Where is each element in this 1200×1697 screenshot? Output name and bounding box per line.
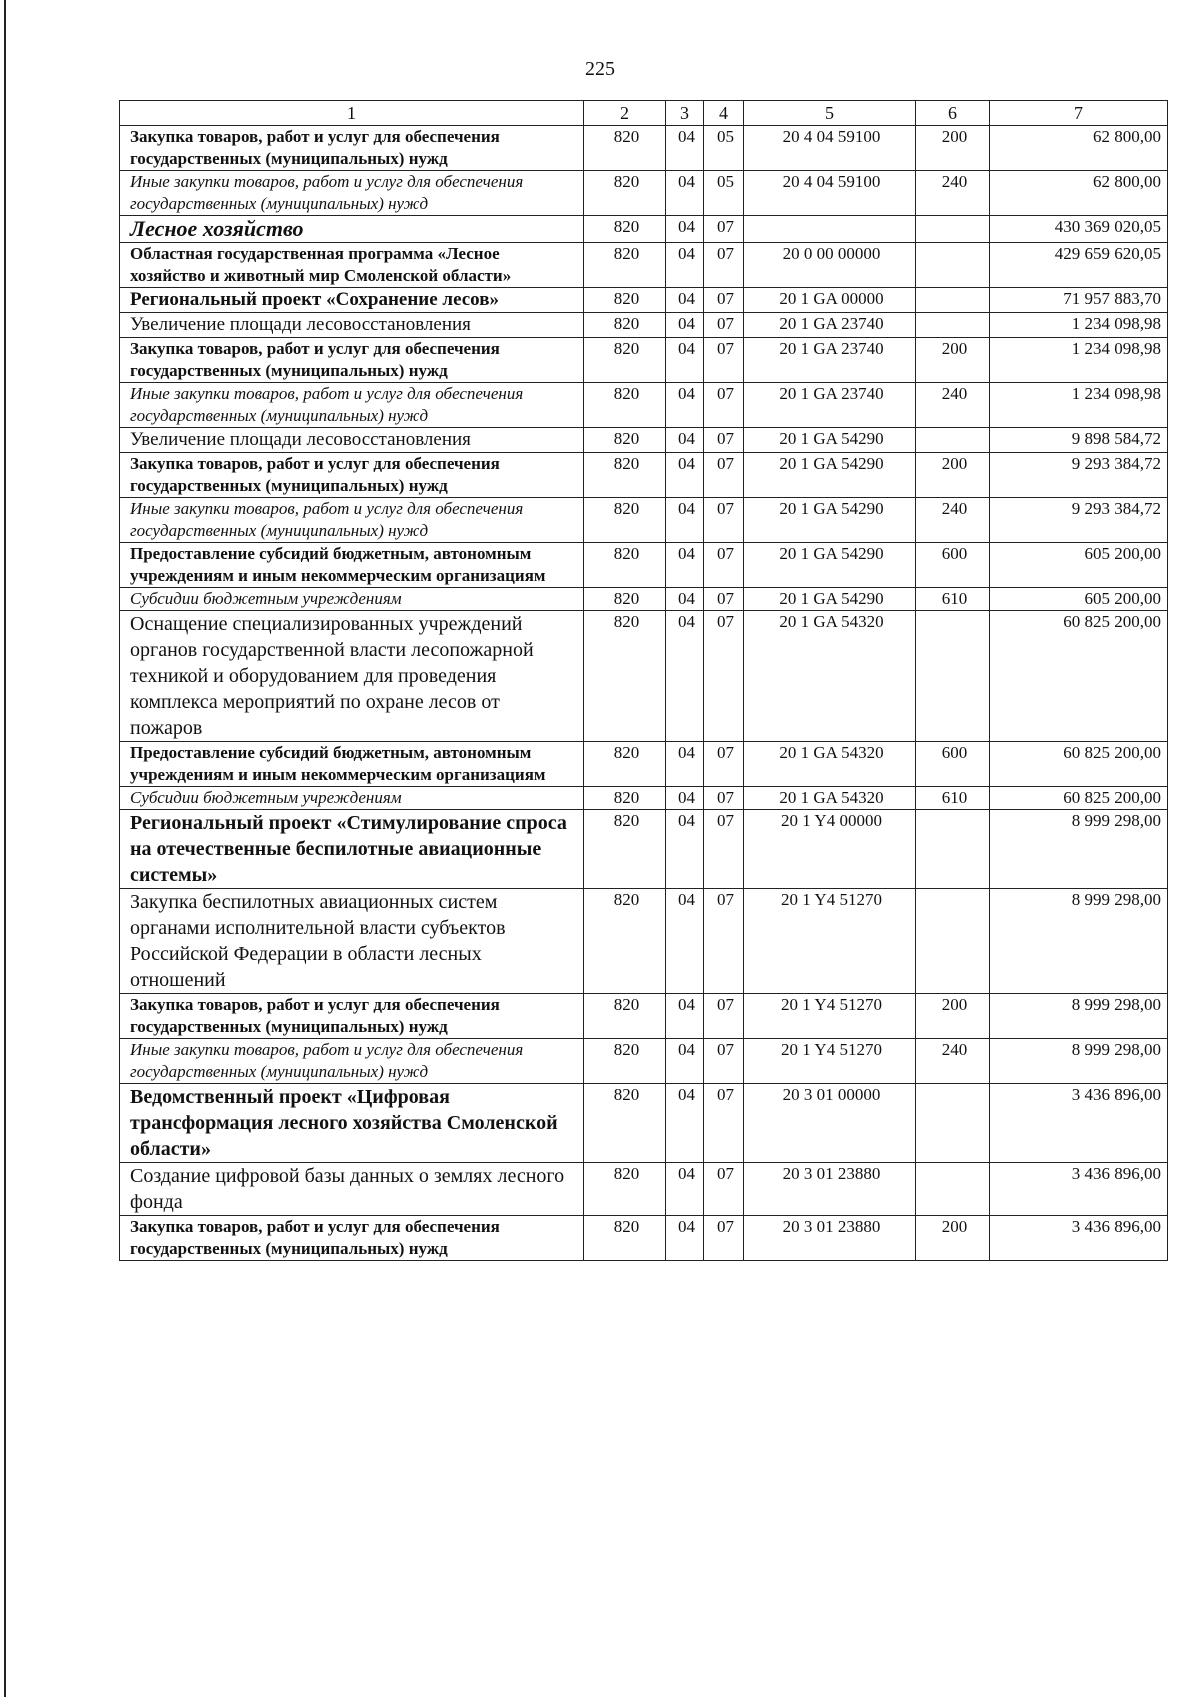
target-article-cell [744,216,916,243]
row-name-cell: Закупка товаров, работ и услуг для обеспечения государственных (муниципальных) нужд [120,994,584,1039]
page-number: 225 [585,58,615,80]
table-row [120,453,1168,498]
subsection-code-cell: 07 [704,338,744,383]
table-row [120,171,1168,216]
subsection-code-cell: 05 [704,126,744,171]
section-code-cell: 04 [666,1039,704,1084]
amount-cell: 62 800,00 [990,171,1168,216]
column-header: 1 [120,101,584,126]
subsection-code-cell: 07 [704,1216,744,1261]
amount-cell: 1 234 098,98 [990,338,1168,383]
expense-type-cell: 240 [916,1039,990,1084]
amount-cell: 60 825 200,00 [990,611,1168,742]
subsection-code-cell: 07 [704,453,744,498]
row-name-cell: Создание цифровой базы данных о землях лесного фонда [120,1163,584,1216]
row-name-cell: Оснащение специализированных учреждений органов государственной власти лесопожарной техникой и оборудованием для проведения комплекса мероприятий по охране лесов от пожаров [120,611,584,742]
ministry-code-cell: 820 [584,1084,666,1163]
target-article-cell: 20 1 GA 23740 [744,313,916,338]
ministry-code-cell: 820 [584,338,666,383]
expense-type-cell [916,288,990,313]
table-row [120,611,1168,742]
column-header: 2 [584,101,666,126]
ministry-code-cell: 820 [584,787,666,810]
expense-type-cell: 240 [916,498,990,543]
row-name-cell: Областная государственная программа «Лесное хозяйство и животный мир Смоленской области» [120,243,584,288]
amount-cell: 3 436 896,00 [990,1216,1168,1261]
ministry-code-cell: 820 [584,588,666,611]
target-article-cell: 20 1 GA 54290 [744,453,916,498]
subsection-code-cell: 07 [704,543,744,588]
amount-cell: 3 436 896,00 [990,1084,1168,1163]
ministry-code-cell: 820 [584,1163,666,1216]
amount-cell: 605 200,00 [990,588,1168,611]
amount-cell: 9 293 384,72 [990,453,1168,498]
target-article-cell: 20 1 Y4 51270 [744,994,916,1039]
ministry-code-cell: 820 [584,889,666,994]
section-code-cell: 04 [666,543,704,588]
target-article-cell: 20 1 GA 00000 [744,288,916,313]
row-name-cell: Субсидии бюджетным учреждениям [120,588,584,611]
row-name-cell: Увеличение площади лесовосстановления [120,313,584,338]
ministry-code-cell: 820 [584,994,666,1039]
row-name-cell: Лесное хозяйство [120,216,584,243]
row-name-cell: Закупка товаров, работ и услуг для обеспечения государственных (муниципальных) нужд [120,126,584,171]
target-article-cell: 20 1 Y4 51270 [744,889,916,994]
target-article-cell: 20 1 GA 23740 [744,338,916,383]
table-row [120,588,1168,611]
table-row [120,383,1168,428]
expense-type-cell [916,1084,990,1163]
subsection-code-cell: 07 [704,611,744,742]
row-name-cell: Региональный проект «Сохранение лесов» [120,288,584,313]
amount-cell: 71 957 883,70 [990,288,1168,313]
section-code-cell: 04 [666,243,704,288]
subsection-code-cell: 07 [704,994,744,1039]
target-article-cell: 20 1 GA 54290 [744,428,916,453]
section-code-cell: 04 [666,810,704,889]
expense-type-cell [916,243,990,288]
row-name-cell: Региональный проект «Стимулирование спроса на отечественные беспилотные авиационные системы» [120,810,584,889]
subsection-code-cell: 07 [704,810,744,889]
row-name-cell: Ведомственный проект «Цифровая трансформация лесного хозяйства Смоленской области» [120,1084,584,1163]
subsection-code-cell: 07 [704,588,744,611]
expense-type-cell: 200 [916,126,990,171]
subsection-code-cell: 07 [704,288,744,313]
section-code-cell: 04 [666,428,704,453]
subsection-code-cell: 07 [704,383,744,428]
table-row [120,787,1168,810]
target-article-cell: 20 1 GA 23740 [744,383,916,428]
ministry-code-cell: 820 [584,543,666,588]
amount-cell: 8 999 298,00 [990,1039,1168,1084]
table-row [120,994,1168,1039]
section-code-cell: 04 [666,889,704,994]
table-row [120,243,1168,288]
page-edge-line [4,0,6,1697]
expense-type-cell: 610 [916,588,990,611]
expense-type-cell: 200 [916,994,990,1039]
budget-table [119,100,1168,1261]
target-article-cell: 20 4 04 59100 [744,171,916,216]
expense-type-cell [916,889,990,994]
target-article-cell: 20 3 01 00000 [744,1084,916,1163]
ministry-code-cell: 820 [584,383,666,428]
row-name-cell: Иные закупки товаров, работ и услуг для обеспечения государственных (муниципальных) нужд [120,498,584,543]
section-code-cell: 04 [666,611,704,742]
amount-cell: 1 234 098,98 [990,383,1168,428]
amount-cell: 8 999 298,00 [990,889,1168,994]
expense-type-cell [916,1163,990,1216]
expense-type-cell [916,611,990,742]
ministry-code-cell: 820 [584,1039,666,1084]
subsection-code-cell: 07 [704,428,744,453]
column-header: 7 [990,101,1168,126]
section-code-cell: 04 [666,453,704,498]
row-name-cell: Предоставление субсидий бюджетным, автономным учреждениям и иным некоммерческим организациям [120,543,584,588]
amount-cell: 429 659 620,05 [990,243,1168,288]
target-article-cell: 20 3 01 23880 [744,1163,916,1216]
table-row [120,338,1168,383]
ministry-code-cell: 820 [584,288,666,313]
subsection-code-cell: 05 [704,171,744,216]
target-article-cell: 20 1 GA 54290 [744,543,916,588]
section-code-cell: 04 [666,313,704,338]
amount-cell: 8 999 298,00 [990,810,1168,889]
target-article-cell: 20 1 Y4 51270 [744,1039,916,1084]
table-row [120,288,1168,313]
target-article-cell: 20 1 GA 54320 [744,742,916,787]
section-code-cell: 04 [666,1084,704,1163]
ministry-code-cell: 820 [584,611,666,742]
expense-type-cell: 200 [916,1216,990,1261]
table-row [120,313,1168,338]
subsection-code-cell: 07 [704,216,744,243]
ministry-code-cell: 820 [584,171,666,216]
section-code-cell: 04 [666,1216,704,1261]
section-code-cell: 04 [666,216,704,243]
amount-cell: 60 825 200,00 [990,742,1168,787]
column-header: 6 [916,101,990,126]
target-article-cell: 20 4 04 59100 [744,126,916,171]
section-code-cell: 04 [666,338,704,383]
ministry-code-cell: 820 [584,428,666,453]
expense-type-cell: 600 [916,543,990,588]
row-name-cell: Иные закупки товаров, работ и услуг для обеспечения государственных (муниципальных) нужд [120,1039,584,1084]
section-code-cell: 04 [666,498,704,543]
table-row [120,1163,1168,1216]
amount-cell: 60 825 200,00 [990,787,1168,810]
expense-type-cell: 200 [916,338,990,383]
section-code-cell: 04 [666,994,704,1039]
column-header: 3 [666,101,704,126]
row-name-cell: Субсидии бюджетным учреждениям [120,787,584,810]
subsection-code-cell: 07 [704,742,744,787]
table-row [120,889,1168,994]
amount-cell: 3 436 896,00 [990,1163,1168,1216]
amount-cell: 1 234 098,98 [990,313,1168,338]
expense-type-cell: 200 [916,453,990,498]
ministry-code-cell: 820 [584,313,666,338]
subsection-code-cell: 07 [704,498,744,543]
expense-type-cell: 610 [916,787,990,810]
expense-type-cell [916,810,990,889]
amount-cell: 430 369 020,05 [990,216,1168,243]
ministry-code-cell: 820 [584,216,666,243]
ministry-code-cell: 820 [584,243,666,288]
section-code-cell: 04 [666,171,704,216]
ministry-code-cell: 820 [584,126,666,171]
expense-type-cell: 240 [916,171,990,216]
section-code-cell: 04 [666,288,704,313]
expense-type-cell: 240 [916,383,990,428]
amount-cell: 62 800,00 [990,126,1168,171]
amount-cell: 8 999 298,00 [990,994,1168,1039]
row-name-cell: Иные закупки товаров, работ и услуг для обеспечения государственных (муниципальных) нужд [120,171,584,216]
subsection-code-cell: 07 [704,787,744,810]
table-row [120,216,1168,243]
target-article-cell: 20 1 GA 54320 [744,611,916,742]
row-name-cell: Закупка товаров, работ и услуг для обеспечения государственных (муниципальных) нужд [120,1216,584,1261]
row-name-cell: Закупка беспилотных авиационных систем органами исполнительной власти субъектов Российской Федерации в области лесных отношений [120,889,584,994]
expense-type-cell: 600 [916,742,990,787]
section-code-cell: 04 [666,383,704,428]
table-row [120,498,1168,543]
row-name-cell: Увеличение площади лесовосстановления [120,428,584,453]
subsection-code-cell: 07 [704,889,744,994]
section-code-cell: 04 [666,126,704,171]
expense-type-cell [916,428,990,453]
ministry-code-cell: 820 [584,742,666,787]
table-row [120,1216,1168,1261]
ministry-code-cell: 820 [584,453,666,498]
table-row [120,126,1168,171]
table-row [120,810,1168,889]
column-number-row [120,101,1168,126]
subsection-code-cell: 07 [704,243,744,288]
section-code-cell: 04 [666,588,704,611]
table-body [120,126,1168,1261]
amount-cell: 9 898 584,72 [990,428,1168,453]
target-article-cell: 20 1 Y4 00000 [744,810,916,889]
subsection-code-cell: 07 [704,313,744,338]
table-row [120,1084,1168,1163]
target-article-cell: 20 3 01 23880 [744,1216,916,1261]
target-article-cell: 20 1 GA 54290 [744,588,916,611]
ministry-code-cell: 820 [584,498,666,543]
column-header: 5 [744,101,916,126]
ministry-code-cell: 820 [584,1216,666,1261]
expense-type-cell [916,216,990,243]
expense-type-cell [916,313,990,338]
section-code-cell: 04 [666,787,704,810]
table-row [120,742,1168,787]
row-name-cell: Иные закупки товаров, работ и услуг для обеспечения государственных (муниципальных) нужд [120,383,584,428]
amount-cell: 605 200,00 [990,543,1168,588]
table-row [120,428,1168,453]
section-code-cell: 04 [666,1163,704,1216]
target-article-cell: 20 1 GA 54320 [744,787,916,810]
target-article-cell: 20 1 GA 54290 [744,498,916,543]
subsection-code-cell: 07 [704,1084,744,1163]
table-row [120,543,1168,588]
section-code-cell: 04 [666,742,704,787]
target-article-cell: 20 0 00 00000 [744,243,916,288]
row-name-cell: Предоставление субсидий бюджетным, автономным учреждениям и иным некоммерческим организациям [120,742,584,787]
row-name-cell: Закупка товаров, работ и услуг для обеспечения государственных (муниципальных) нужд [120,338,584,383]
row-name-cell: Закупка товаров, работ и услуг для обеспечения государственных (муниципальных) нужд [120,453,584,498]
column-header: 4 [704,101,744,126]
ministry-code-cell: 820 [584,810,666,889]
subsection-code-cell: 07 [704,1163,744,1216]
table-row [120,1039,1168,1084]
subsection-code-cell: 07 [704,1039,744,1084]
amount-cell: 9 293 384,72 [990,498,1168,543]
